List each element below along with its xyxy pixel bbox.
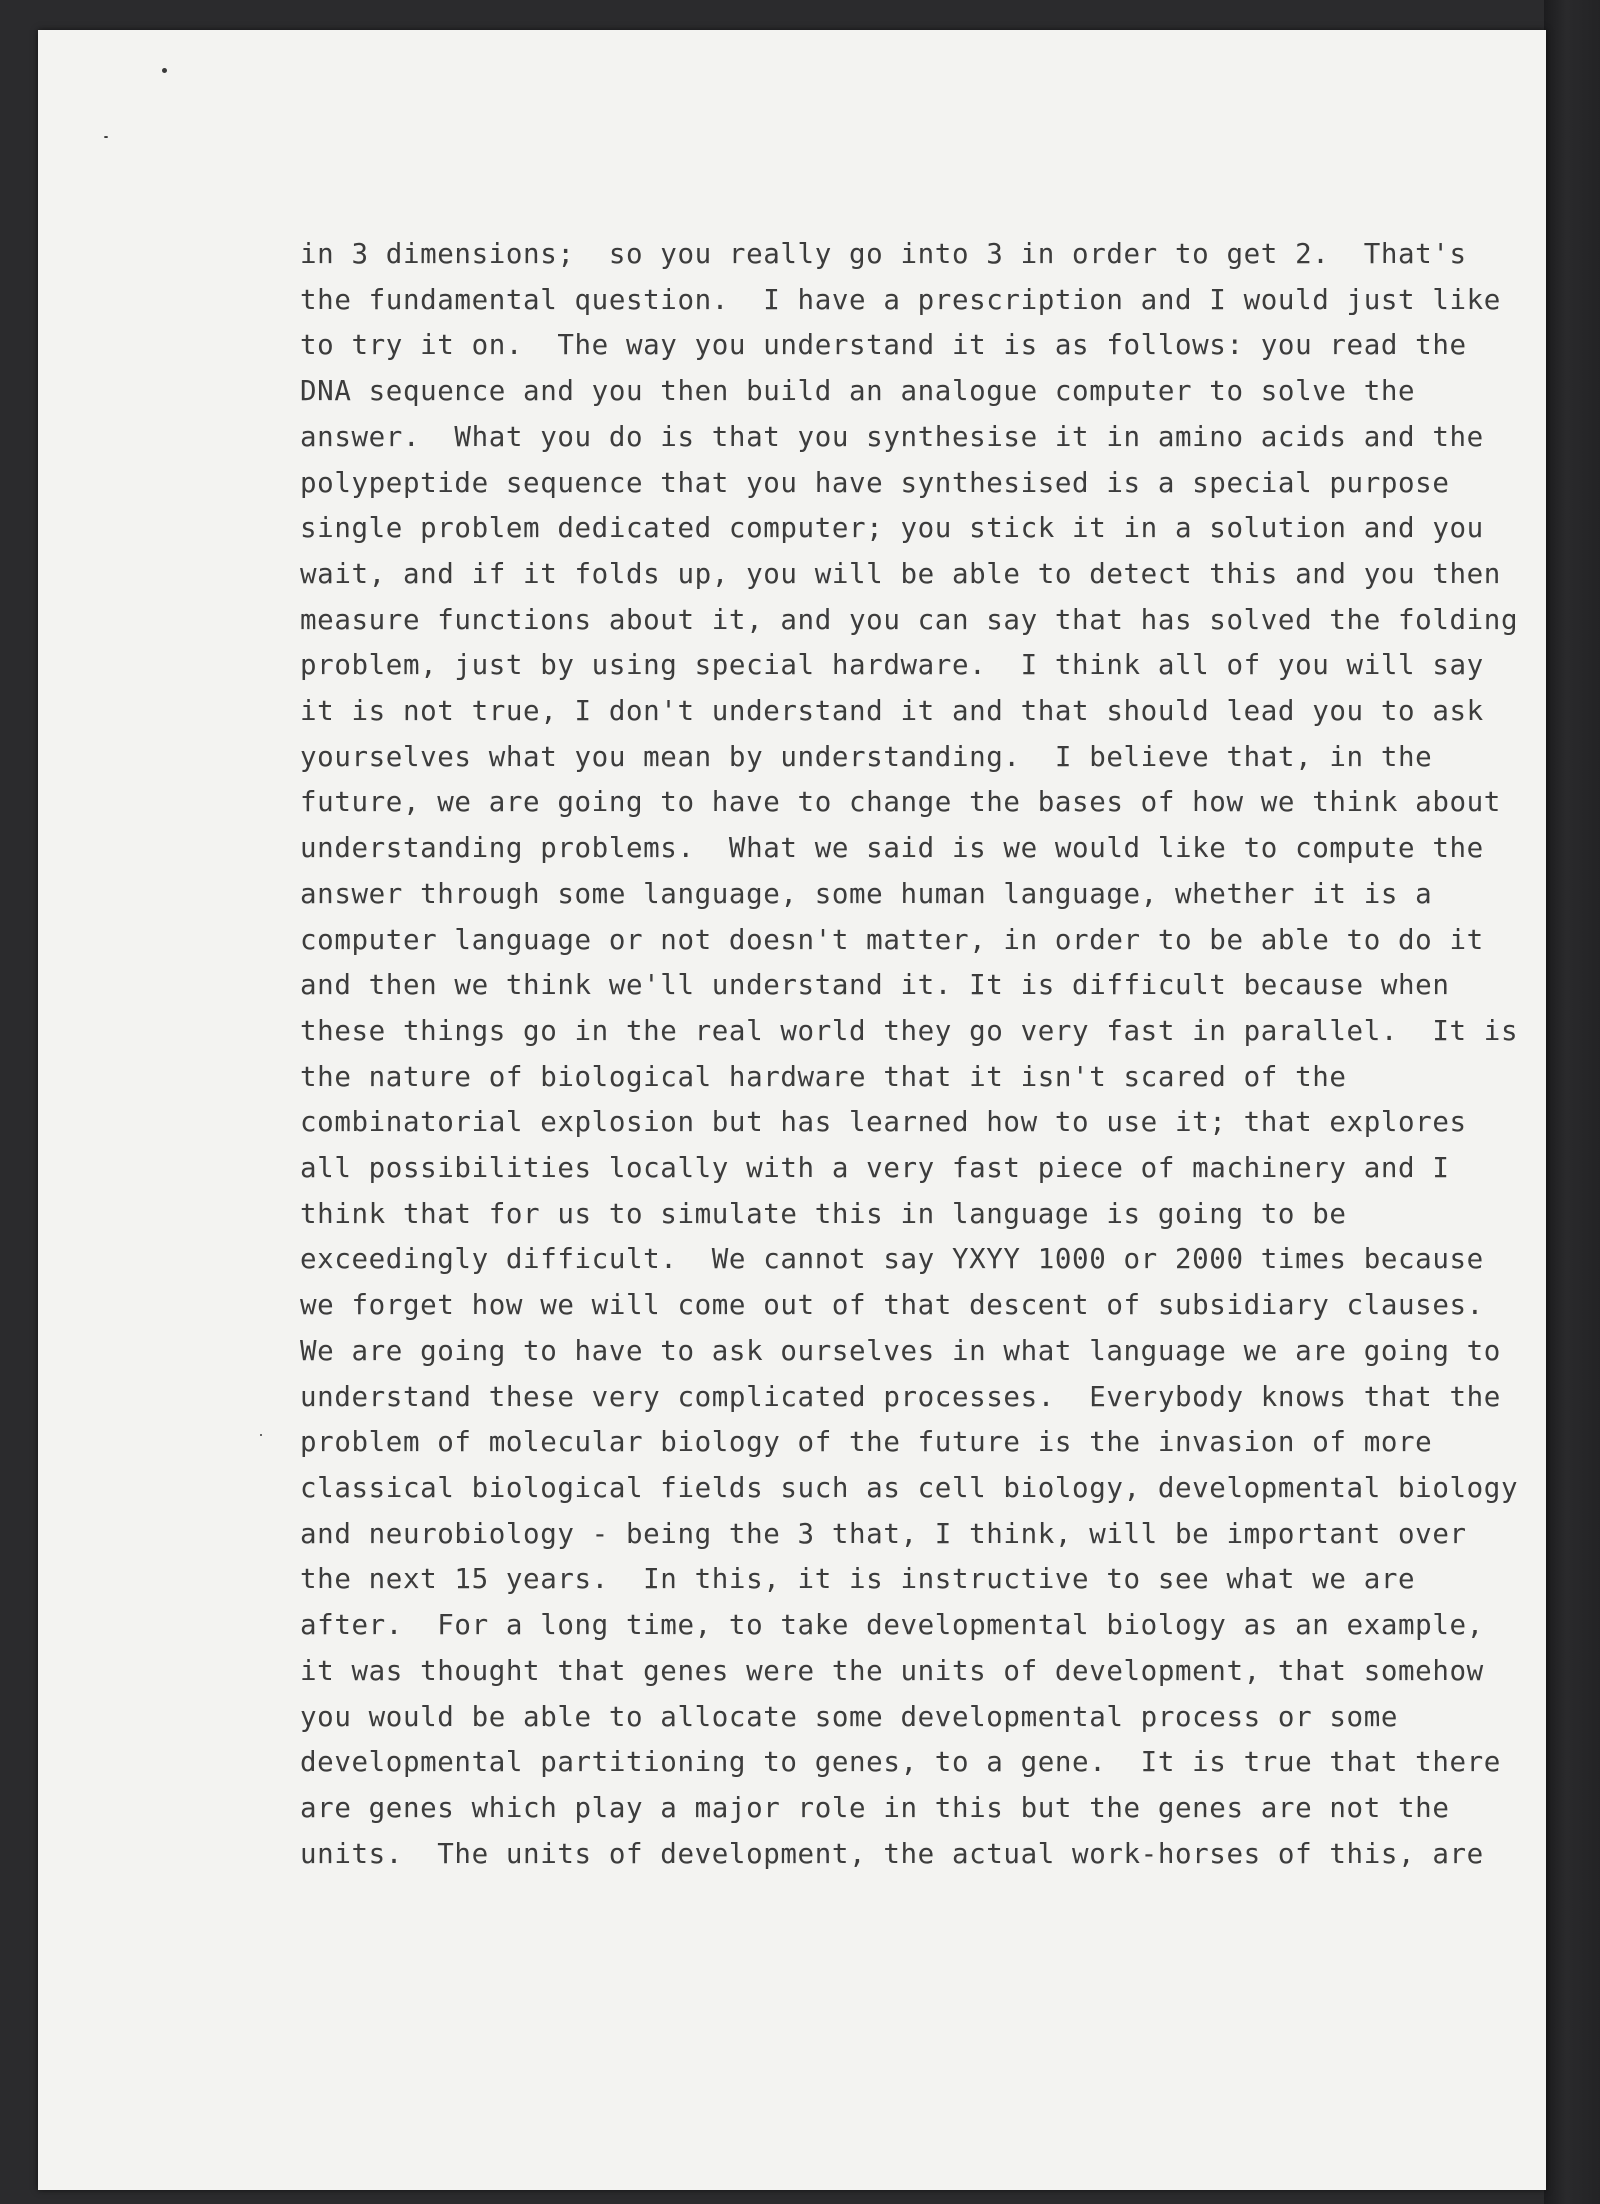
text-line: classical biological fields such as cell biology, developmental biology — [300, 1471, 1519, 1504]
text-line: you would be able to allocate some developmental process or some — [300, 1700, 1399, 1733]
text-line: future, we are going to have to change the bases of how we think about — [300, 786, 1501, 819]
text-line: wait, and if it folds up, you will be able to detect this and you then — [300, 557, 1501, 590]
text-line: we forget how we will come out of that descent of subsidiary clauses. — [300, 1289, 1484, 1322]
text-line: and neurobiology - being the 3 that, I think, will be important over — [300, 1517, 1467, 1550]
text-line: think that for us to simulate this in language is going to be — [300, 1197, 1347, 1230]
page-body-text — [300, 232, 1519, 1877]
text-line: all possibilities locally with a very fast piece of machinery and I — [300, 1152, 1450, 1185]
text-line: answer. What you do is that you synthesise it in amino acids and the — [300, 420, 1484, 453]
text-line: We are going to have to ask ourselves in what language we are going to — [300, 1334, 1501, 1367]
text-line: the fundamental question. I have a prescription and I would just like — [300, 283, 1501, 316]
text-line: understand these very complicated processes. Everybody knows that the — [300, 1380, 1501, 1413]
text-line: and then we think we'll understand it. It is difficult because when — [300, 969, 1450, 1002]
text-line: problem, just by using special hardware. I think all of you will say — [300, 649, 1484, 682]
text-line: yourselves what you mean by understanding. I believe that, in the — [300, 740, 1433, 773]
text-line: after. For a long time, to take developmental biology as an example, — [300, 1609, 1484, 1642]
text-line: DNA sequence and you then build an analogue computer to solve the — [300, 375, 1416, 408]
text-line: combinatorial explosion but has learned how to use it; that explores — [300, 1106, 1467, 1139]
text-line: developmental partitioning to genes, to a gene. It is true that there — [300, 1746, 1501, 1779]
text-line: it is not true, I don't understand it and that should lead you to ask — [300, 695, 1484, 728]
paper-speck — [162, 68, 167, 73]
paper-speck — [260, 1434, 262, 1436]
text-line: computer language or not doesn't matter, in order to be able to do it — [300, 923, 1484, 956]
text-line: the next 15 years. In this, it is instructive to see what we are — [300, 1563, 1416, 1596]
text-line: are genes which play a major role in this but the genes are not the — [300, 1791, 1450, 1824]
paper-speck — [104, 136, 108, 138]
text-line: in 3 dimensions; so you really go into 3 in order to get 2. That's — [300, 238, 1467, 270]
scanner-background — [1544, 0, 1600, 2204]
text-line: understanding problems. What we said is we would like to compute the — [300, 832, 1484, 865]
text-line: to try it on. The way you understand it is as follows: you read the — [300, 329, 1467, 362]
text-line: measure functions about it, and you can say that has solved the folding — [300, 603, 1519, 636]
text-line: the nature of biological hardware that it isn't scared of the — [300, 1060, 1347, 1093]
text-line: these things go in the real world they go very fast in parallel. It is — [300, 1014, 1519, 1047]
text-line: it was thought that genes were the units of development, that somehow — [300, 1654, 1484, 1687]
text-line: polypeptide sequence that you have synthesised is a special purpose — [300, 466, 1450, 499]
text-line: units. The units of development, the actual work-horses of this, are — [300, 1837, 1484, 1870]
text-line: answer through some language, some human language, whether it is a — [300, 877, 1433, 910]
text-line: exceedingly difficult. We cannot say YXYY 1000 or 2000 times because — [300, 1243, 1484, 1276]
text-line: single problem dedicated computer; you stick it in a solution and you — [300, 512, 1484, 545]
text-line: problem of molecular biology of the future is the invasion of more — [300, 1426, 1433, 1459]
